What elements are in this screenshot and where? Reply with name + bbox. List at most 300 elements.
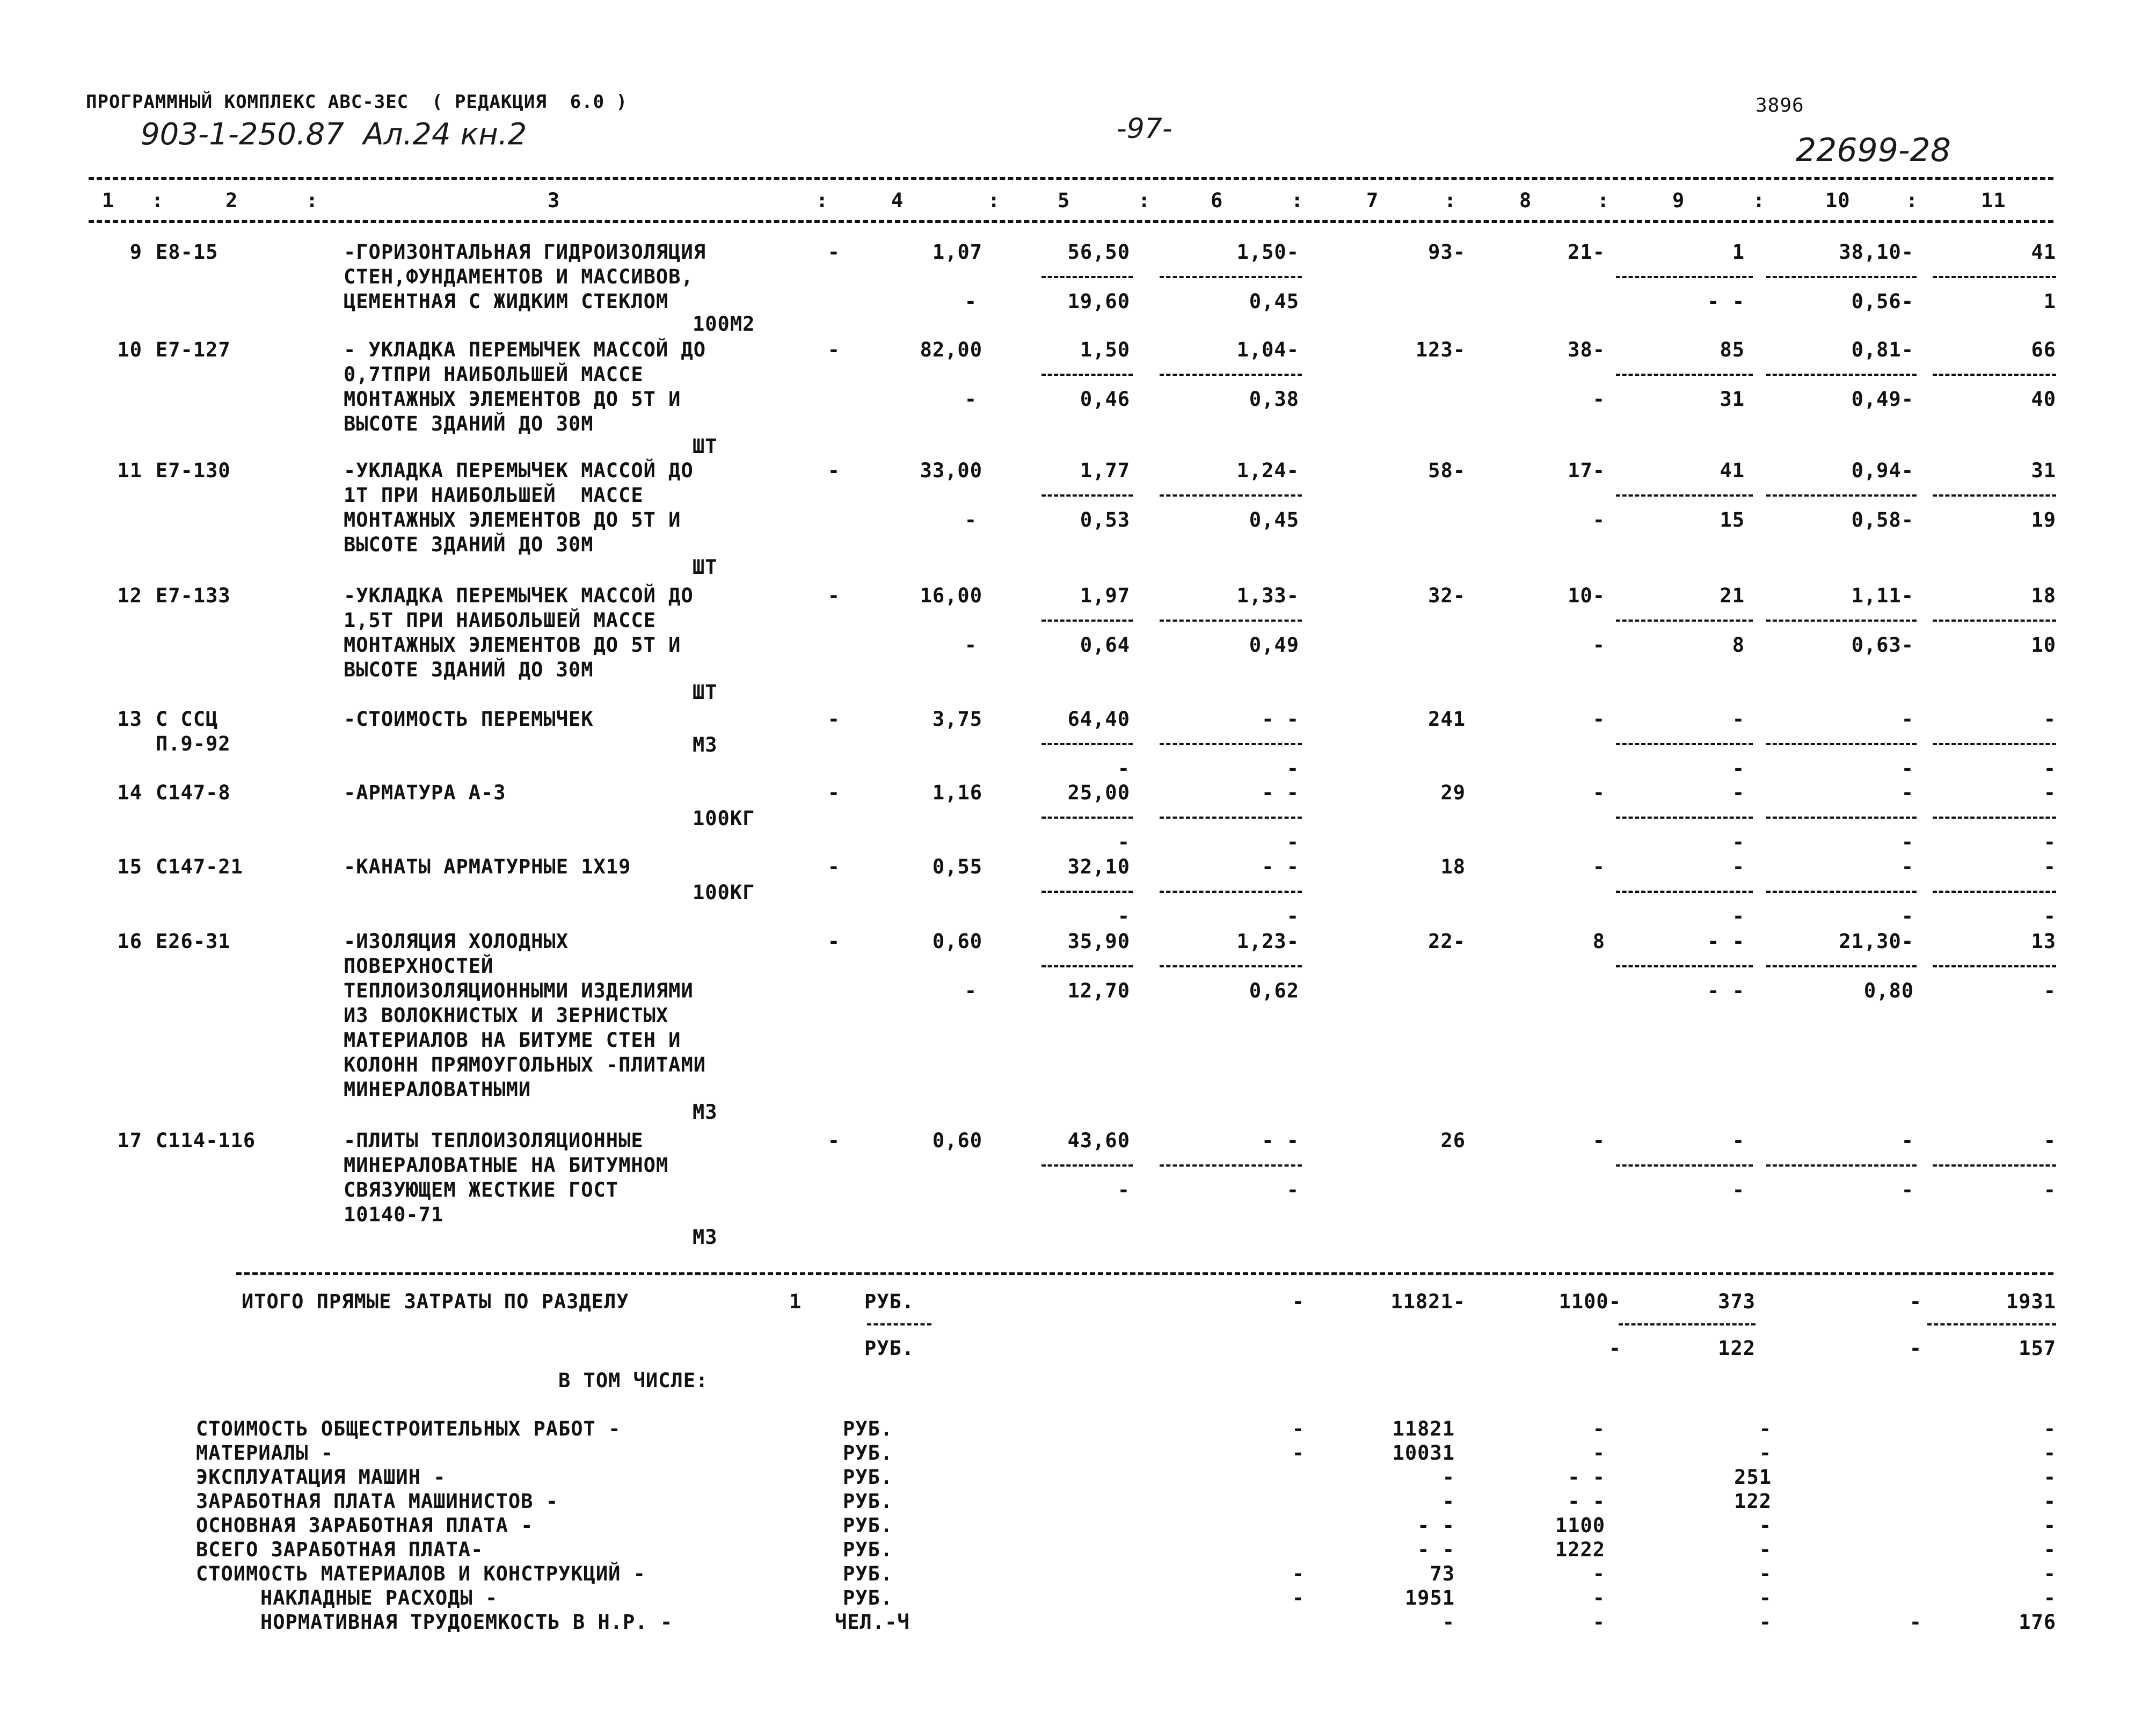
cell-value: - <box>1117 905 1130 928</box>
breakdown-value: - <box>1292 1417 1305 1440</box>
work-description: -АРМАТУРА А-3 <box>344 781 506 804</box>
work-description: -УКЛАДКА ПЕРЕМЫЧЕК МАССОЙ ДО <box>344 584 694 607</box>
cell-value: - <box>1732 855 1745 878</box>
cell-value: - <box>1732 781 1745 804</box>
cell-value: - <box>964 508 977 531</box>
cell-value: 0,60 <box>932 1129 982 1152</box>
cell-value: 19,60 <box>1067 290 1130 313</box>
subtotal-divider <box>1041 276 1133 278</box>
breakdown-value: - <box>1442 1466 1455 1489</box>
subtotal-divider <box>1041 817 1133 819</box>
subtotal-divider <box>1766 620 1917 622</box>
cell-value: - <box>827 855 840 878</box>
cell-value: - <box>2043 757 2056 780</box>
norm-code: С147-21 <box>156 855 243 878</box>
work-description: ИЗ ВОЛОКНИСТЫХ И ЗЕРНИСТЫХ <box>344 1004 669 1027</box>
cell-value: - <box>827 1129 840 1152</box>
cell-value: 32- <box>1428 584 1466 607</box>
cell-value: - <box>964 633 977 657</box>
breakdown-value: 10031 <box>1392 1441 1455 1465</box>
cell-value: - <box>1901 781 1914 804</box>
totals-col8: 1100- <box>1558 1290 1621 1313</box>
cell-value: 56,50 <box>1067 241 1130 264</box>
breakdown-value: - <box>2043 1490 2056 1513</box>
breakdown-unit: РУБ. <box>843 1490 893 1513</box>
cell-value: - <box>1732 757 1745 780</box>
subtotal-divider <box>1933 817 2056 819</box>
work-description: СВЯЗУЮЩЕМ ЖЕСТКИЕ ГОСТ <box>344 1178 619 1201</box>
cell-value: 21- <box>1568 241 1605 264</box>
breakdown-value: - <box>1292 1586 1305 1609</box>
breakdown-label: СТОИМОСТЬ ОБЩЕСТРОИТЕЛЬНЫХ РАБОТ - <box>196 1417 621 1440</box>
subtotal-divider <box>1160 276 1302 278</box>
work-description: -ПЛИТЫ ТЕПЛОИЗОЛЯЦИОННЫЕ <box>344 1129 644 1152</box>
work-description: ВЫСОТЕ ЗДАНИЙ ДО 30М <box>344 658 594 681</box>
row-number: 11 <box>117 459 142 482</box>
col-9: 9 <box>1672 189 1685 212</box>
subtotal-divider <box>1616 743 1753 745</box>
subtotal-divider <box>1041 620 1133 622</box>
breakdown-value: - <box>1292 1441 1305 1465</box>
breakdown-value: - <box>2043 1562 2056 1585</box>
breakdown-label: СТОИМОСТЬ МАТЕРИАЛОВ И КОНСТРУКЦИЙ - <box>196 1562 646 1585</box>
unit-of-measure: 100КГ <box>693 881 755 904</box>
cell-value: - - <box>1262 855 1299 878</box>
breakdown-value: - <box>1592 1586 1605 1609</box>
cell-value: - <box>2043 781 2056 804</box>
col-5: 5 <box>1058 189 1070 212</box>
cell-value: 40 <box>2031 388 2056 411</box>
subtotal-divider <box>1160 620 1302 622</box>
breakdown-value: - <box>2043 1514 2056 1537</box>
totals-section: 1 <box>789 1290 802 1313</box>
cell-value: - - <box>1262 1129 1299 1152</box>
cell-value: 41 <box>1720 459 1745 482</box>
including-heading: В ТОМ ЧИСЛЕ: <box>558 1369 709 1392</box>
header-rule <box>89 220 2053 223</box>
norm-code: Е8-15 <box>156 241 218 264</box>
cell-value: 1,50- <box>1236 241 1299 264</box>
cell-value: - <box>2043 979 2056 1002</box>
totals-col9-b: 122 <box>1718 1337 1756 1360</box>
col-11: 11 <box>1981 189 2006 212</box>
subtotal-divider <box>1766 494 1917 497</box>
unit-of-measure: 100М2 <box>693 312 755 336</box>
col-2: 2 <box>225 189 238 212</box>
cell-value: - <box>1901 830 1914 854</box>
subtotal-divider <box>1041 1164 1133 1167</box>
breakdown-value: - <box>2043 1466 2056 1489</box>
breakdown-unit: РУБ. <box>843 1514 893 1537</box>
subtotal-divider <box>1766 817 1917 819</box>
unit-of-measure: М3 <box>693 733 718 756</box>
work-description: МОНТАЖНЫХ ЭЛЕМЕНТОВ ДО 5Т И <box>344 633 681 657</box>
work-description: СТЕН,ФУНДАМЕНТОВ И МАССИВОВ, <box>344 265 694 288</box>
work-description: МОНТАЖНЫХ ЭЛЕМЕНТОВ ДО 5Т И <box>344 508 681 531</box>
cell-value: - <box>827 584 840 607</box>
cell-value: - <box>1732 905 1745 928</box>
cell-value: - <box>2043 708 2056 731</box>
subtotal-divider <box>1933 374 2056 376</box>
breakdown-label: ЗАРАБОТНАЯ ПЛАТА МАШИНИСТОВ - <box>196 1490 559 1513</box>
cell-value: - <box>1901 855 1914 878</box>
cell-value: 1,24- <box>1236 459 1299 482</box>
breakdown-label: МАТЕРИАЛЫ - <box>196 1441 334 1465</box>
subtotal-divider <box>1933 494 2056 497</box>
cell-value: 0,63- <box>1851 633 1914 657</box>
cell-value: 8 <box>1592 930 1605 953</box>
norm-code-2: П.9-92 <box>156 732 231 755</box>
row-number: 10 <box>117 338 142 361</box>
cell-value: 1,23- <box>1236 930 1299 953</box>
breakdown-label: ЭКСПЛУАТАЦИЯ МАШИН - <box>196 1466 446 1489</box>
subtotal-divider <box>1766 276 1917 278</box>
breakdown-value: 1951 <box>1404 1586 1455 1609</box>
cell-value: - <box>1117 757 1130 780</box>
subtotal-divider <box>1616 817 1753 819</box>
unit-of-measure: ШТ <box>693 556 718 579</box>
cell-value: 0,56- <box>1851 290 1914 313</box>
work-description: - УКЛАДКА ПЕРЕМЫЧЕК МАССОЙ ДО <box>344 338 706 361</box>
cell-value: 25,00 <box>1067 781 1130 804</box>
cell-value: 35,90 <box>1067 930 1130 953</box>
top-rule <box>89 177 2053 180</box>
subtotal-divider <box>1933 276 2056 278</box>
cell-value: - <box>1286 1178 1299 1201</box>
cell-value: - <box>1286 757 1299 780</box>
cell-value: 1 <box>2043 290 2056 313</box>
cell-value: - <box>827 241 840 264</box>
cell-value: 0,80 <box>1863 979 1914 1002</box>
cell-value: - <box>2043 1178 2056 1201</box>
totals-col7: 11821- <box>1390 1290 1466 1313</box>
col-3: 3 <box>548 189 560 212</box>
unit-of-measure: ШТ <box>693 435 718 458</box>
breakdown-unit: РУБ. <box>843 1417 893 1440</box>
cell-value: - <box>1901 708 1914 731</box>
work-description: МИНЕРАЛОВАТНЫЕ НА БИТУМНОМ <box>344 1154 669 1177</box>
breakdown-value: - <box>1759 1538 1772 1561</box>
cell-value: 21,30- <box>1839 930 1914 953</box>
cell-value: 1,97 <box>1080 584 1130 607</box>
subtotal-divider <box>1041 743 1133 745</box>
work-description: 1,5Т ПРИ НАИБОЛЬШЕЙ МАССЕ <box>344 609 656 632</box>
breakdown-value: - <box>2043 1538 2056 1561</box>
cell-value: - <box>827 930 840 953</box>
cell-value: 3,75 <box>932 708 982 731</box>
cell-value: - <box>1592 855 1605 878</box>
breakdown-value: 1222 <box>1555 1538 1605 1561</box>
work-description: -ИЗОЛЯЦИЯ ХОЛОДНЫХ <box>344 930 569 953</box>
cell-value: - <box>2043 905 2056 928</box>
breakdown-label: ВСЕГО ЗАРАБОТНАЯ ПЛАТА- <box>196 1538 484 1561</box>
breakdown-value: - - <box>1568 1466 1605 1489</box>
cell-value: - - <box>1262 781 1299 804</box>
cell-value: 0,81- <box>1851 338 1914 361</box>
work-description: -КАНАТЫ АРМАТУРНЫЕ 1Х19 <box>344 855 631 878</box>
cell-value: 66 <box>2031 338 2056 361</box>
cell-value: 0,62 <box>1249 979 1299 1002</box>
subtotal-divider <box>1160 891 1302 893</box>
cell-value: 58- <box>1428 459 1466 482</box>
breakdown-value: - <box>1909 1611 1922 1634</box>
cell-value: 32,10 <box>1067 855 1130 878</box>
cell-value: 0,53 <box>1080 508 1130 531</box>
cell-value: 1,50 <box>1080 338 1130 361</box>
subtotal-divider <box>1160 743 1302 745</box>
cell-value: - <box>1286 905 1299 928</box>
totals-unit: РУБ. <box>864 1290 915 1313</box>
work-description: 10140-71 <box>344 1203 444 1226</box>
col-7: 7 <box>1366 189 1379 212</box>
row-number: 13 <box>117 708 142 731</box>
cell-value: 93- <box>1428 241 1466 264</box>
unit-of-measure: 100КГ <box>693 807 755 830</box>
cell-value: - <box>1592 633 1605 657</box>
work-description: МИНЕРАЛОВАТНЫМИ <box>344 1078 531 1101</box>
breakdown-value: - <box>1442 1611 1455 1634</box>
cell-value: 17- <box>1568 459 1605 482</box>
row-number: 12 <box>117 584 142 607</box>
cell-value: 22- <box>1428 930 1466 953</box>
cell-value: 64,40 <box>1067 708 1130 731</box>
cell-value: 1,33- <box>1236 584 1299 607</box>
breakdown-unit: РУБ. <box>843 1562 893 1585</box>
cell-value: 26 <box>1440 1129 1466 1152</box>
subtotal-divider <box>1616 965 1753 967</box>
sheet-number: 3896 <box>1756 94 1804 116</box>
subtotal-divider <box>1616 1164 1753 1167</box>
cell-value: 123- <box>1415 338 1466 361</box>
cell-value: 1,04- <box>1236 338 1299 361</box>
work-description: 0,7ТПРИ НАИБОЛЬШЕЙ МАССЕ <box>344 363 644 386</box>
subtotal-divider <box>1933 965 2056 967</box>
row-number: 17 <box>117 1129 142 1152</box>
cell-value: - <box>1592 508 1605 531</box>
row-number: 16 <box>117 930 142 953</box>
subtotal-divider <box>1616 891 1753 893</box>
cell-value: 10- <box>1568 584 1605 607</box>
subtotal-divider <box>1933 891 2056 893</box>
cell-value: 38,10- <box>1839 241 1914 264</box>
breakdown-value: - - <box>1417 1514 1455 1537</box>
norm-code: Е26-31 <box>156 930 231 953</box>
cell-value: 16,00 <box>920 584 982 607</box>
breakdown-label: НАКЛАДНЫЕ РАСХОДЫ - <box>260 1586 498 1609</box>
totals-label: ИТОГО ПРЯМЫЕ ЗАТРАТЫ ПО РАЗДЕЛУ <box>242 1290 629 1313</box>
work-description: ТЕПЛОИЗОЛЯЦИОННЫМИ ИЗДЕЛИЯМИ <box>344 979 694 1002</box>
row-number: 9 <box>129 241 142 264</box>
breakdown-value: - <box>2043 1586 2056 1609</box>
breakdown-value: - <box>2043 1417 2056 1440</box>
totals-rule <box>236 1272 2053 1275</box>
cell-value: - <box>1732 708 1745 731</box>
subtotal-divider <box>1041 374 1133 376</box>
subtotal-divider <box>1766 891 1917 893</box>
cell-value: - <box>1732 1129 1745 1152</box>
work-description: 1Т ПРИ НАИБОЛЬШЕЙ МАССЕ <box>344 484 644 507</box>
cell-value: - <box>964 290 977 313</box>
cell-value: - <box>1901 905 1914 928</box>
subtotal-divider <box>1041 494 1133 497</box>
cell-value: 0,45 <box>1249 508 1299 531</box>
row-number: 14 <box>117 781 142 804</box>
subtotal-divider <box>1160 494 1302 497</box>
cell-value: - <box>1592 781 1605 804</box>
cell-value: 41 <box>2031 241 2056 264</box>
breakdown-value: 122 <box>1734 1490 1772 1513</box>
breakdown-value: - <box>1759 1562 1772 1585</box>
cell-value: - <box>827 459 840 482</box>
cell-value: - <box>1117 830 1130 854</box>
cell-value: - <box>827 781 840 804</box>
work-description: КОЛОНН ПРЯМОУГОЛЬНЫХ -ПЛИТАМИ <box>344 1053 706 1076</box>
subtotal-divider <box>1933 620 2056 622</box>
cell-value: 0,58- <box>1851 508 1914 531</box>
totals-col11: 1931 <box>2006 1290 2056 1313</box>
work-description: МОНТАЖНЫХ ЭЛЕМЕНТОВ ДО 5Т И <box>344 388 681 411</box>
cell-value: - <box>1732 830 1745 854</box>
breakdown-value: - - <box>1417 1538 1455 1561</box>
work-description: ВЫСОТЕ ЗДАНИЙ ДО 30М <box>344 533 594 556</box>
breakdown-label: НОРМАТИВНАЯ ТРУДОЕМКОСТЬ В Н.Р. - <box>260 1611 673 1634</box>
norm-code: С ССЦ <box>156 708 218 731</box>
work-description: -УКЛАДКА ПЕРЕМЫЧЕК МАССОЙ ДО <box>344 459 694 482</box>
cell-value: 0,45 <box>1249 290 1299 313</box>
cell-value: - <box>964 979 977 1002</box>
cell-value: 0,94- <box>1851 459 1914 482</box>
cell-value: - <box>827 708 840 731</box>
cell-value: 21 <box>1720 584 1745 607</box>
subtotal-divider <box>1160 965 1302 967</box>
subtotal-divider <box>1160 374 1302 376</box>
cell-value: 0,46 <box>1080 388 1130 411</box>
breakdown-value: - <box>2043 1441 2056 1465</box>
unit-of-measure: М3 <box>693 1101 718 1124</box>
cell-value: - <box>827 338 840 361</box>
cell-value: 1 <box>1732 241 1745 264</box>
cell-value: 43,60 <box>1067 1129 1130 1152</box>
cell-value: 18 <box>1440 855 1466 878</box>
cell-value: 10 <box>2031 633 2056 657</box>
breakdown-value: 73 <box>1430 1562 1455 1585</box>
cell-value: 0,49- <box>1851 388 1914 411</box>
norm-code: Е7-127 <box>156 338 231 361</box>
norm-code: Е7-130 <box>156 459 231 482</box>
subtotal-divider <box>1766 374 1917 376</box>
subtotal-divider <box>1766 1164 1917 1167</box>
cell-value: 85 <box>1720 338 1745 361</box>
breakdown-unit: РУБ. <box>843 1466 893 1489</box>
cell-value: - <box>1592 388 1605 411</box>
cell-value: 0,55 <box>932 855 982 878</box>
norm-code: С114-116 <box>156 1129 256 1152</box>
cell-value: 8 <box>1732 633 1745 657</box>
breakdown-value: - <box>1442 1490 1455 1513</box>
cell-value: - <box>1901 1178 1914 1201</box>
breakdown-value: 251 <box>1734 1466 1772 1489</box>
cell-value: 31 <box>2031 459 2056 482</box>
cell-value: 13 <box>2031 930 2056 953</box>
row-number: 15 <box>117 855 142 878</box>
cell-value: 1,11- <box>1851 584 1914 607</box>
breakdown-value: - <box>1759 1514 1772 1537</box>
subtotal-divider <box>1041 891 1133 893</box>
subtotal-divider <box>1616 494 1753 497</box>
breakdown-value: - <box>1592 1562 1605 1585</box>
cell-value: 38- <box>1568 338 1605 361</box>
cell-value: - <box>2043 830 2056 854</box>
totals-col11-b: 157 <box>2019 1337 2056 1360</box>
cell-value: 0,64 <box>1080 633 1130 657</box>
col-10: 10 <box>1825 189 1851 212</box>
cell-value: 15 <box>1720 508 1745 531</box>
work-description: ВЫСОТЕ ЗДАНИЙ ДО 30М <box>344 412 594 435</box>
cell-value: 0,38 <box>1249 388 1299 411</box>
cell-value: 82,00 <box>920 338 982 361</box>
cell-value: 33,00 <box>920 459 982 482</box>
breakdown-unit: ЧЕЛ.-Ч <box>835 1611 910 1634</box>
work-description: МАТЕРИАЛОВ НА БИТУМЕ СТЕН И <box>344 1029 681 1052</box>
subtotal-divider <box>1616 374 1753 376</box>
breakdown-value: - <box>1292 1562 1305 1585</box>
work-description: -ГОРИЗОНТАЛЬНАЯ ГИДРОИЗОЛЯЦИЯ <box>344 241 706 264</box>
breakdown-value: - <box>1592 1417 1605 1440</box>
breakdown-label: ОСНОВНАЯ ЗАРАБОТНАЯ ПЛАТА - <box>196 1514 534 1537</box>
work-description: -СТОИМОСТЬ ПЕРЕМЫЧЕК <box>344 708 594 731</box>
subtotal-divider <box>1766 743 1917 745</box>
work-description: ЦЕМЕНТНАЯ С ЖИДКИМ СТЕКЛОМ <box>344 290 669 313</box>
cell-value: 31 <box>1720 388 1745 411</box>
unit-of-measure: М3 <box>693 1226 718 1249</box>
work-description: ПОВЕРХНОСТЕЙ <box>344 955 494 978</box>
project-code: 903-1-250.87 Ал.24 кн.2 <box>141 117 527 152</box>
breakdown-value: 176 <box>2019 1611 2056 1634</box>
norm-code: Е7-133 <box>156 584 231 607</box>
cell-value: - <box>1901 1129 1914 1152</box>
breakdown-value: - <box>1759 1441 1772 1465</box>
subtotal-divider <box>1616 620 1753 622</box>
breakdown-value: 11821 <box>1392 1417 1455 1440</box>
breakdown-value: 1100 <box>1555 1514 1605 1537</box>
cell-value: 1,16 <box>932 781 982 804</box>
col-1: 1 <box>102 189 115 212</box>
cell-value: 0,60 <box>932 930 982 953</box>
cell-value: - <box>1592 708 1605 731</box>
cell-value: - <box>1117 1178 1130 1201</box>
cell-value: 12,70 <box>1067 979 1130 1002</box>
cell-value: - <box>964 388 977 411</box>
cell-value: - <box>2043 855 2056 878</box>
cell-value: - <box>2043 1129 2056 1152</box>
totals-col9: 373 <box>1718 1290 1756 1313</box>
subtotal-divider <box>1933 1164 2056 1167</box>
cell-value: 18 <box>2031 584 2056 607</box>
breakdown-value: - <box>1592 1441 1605 1465</box>
col-6: 6 <box>1211 189 1223 212</box>
breakdown-unit: РУБ. <box>843 1441 893 1465</box>
breakdown-unit: РУБ. <box>843 1538 893 1561</box>
document-number: 22699-28 <box>1796 132 1951 169</box>
cell-value: - - <box>1262 708 1299 731</box>
cell-value: 0,49 <box>1249 633 1299 657</box>
subtotal-divider <box>1160 1164 1302 1167</box>
breakdown-value: - <box>1759 1417 1772 1440</box>
cell-value: - <box>1286 830 1299 854</box>
cell-value: 19 <box>2031 508 2056 531</box>
cell-value: - <box>1732 1178 1745 1201</box>
subtotal-divider <box>1041 965 1133 967</box>
